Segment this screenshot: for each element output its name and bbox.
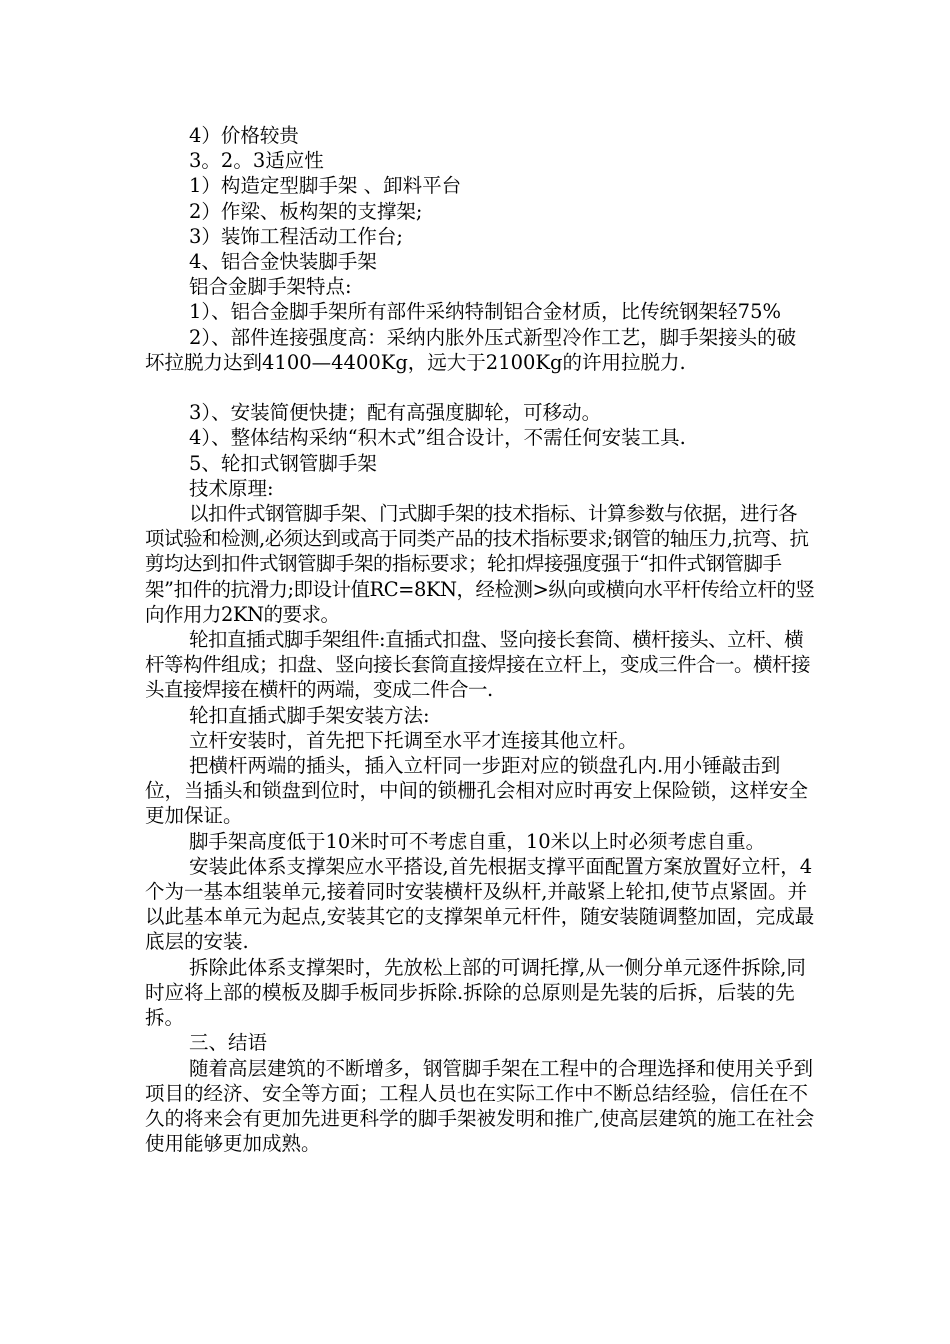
paragraph-10: 3）、安装简便快捷；配有高强度脚轮，可移动。 [189, 401, 602, 425]
paragraph-6: 4、铝合金快装脚手架 [189, 250, 377, 274]
paragraph-22: 三、结语 [189, 1031, 268, 1055]
paragraph-16: 轮扣直插式脚手架安装方法: [189, 703, 430, 727]
paragraph-14: 以扣件式钢管脚手架、门式脚手架的技术指标、计算参数与依据，进行各项试验和检测,必须达到或高于同类产品的技术指标要求;钢管的轴压力,抗弯、抗剪均达到扣件式钢管脚手架的指标要求；轮扣焊接强度强于“扣件式钢管脚手架”扣件的抗滑力;即设计值RC=8KN，经检测>纵向或横向水平杆传给立杆的竖向作用力2KN的要求。 [145, 502, 815, 626]
document-body [145, 123, 815, 1156]
paragraph-17: 立杆安装时，首先把下托调至水平才连接其他立杆。 [189, 728, 638, 752]
paragraph-3: 1）构造定型脚手架 、卸料平台 [189, 174, 462, 198]
paragraph-8: 1）、铝合金脚手架所有部件采纳特制铝合金材质，比传统钢架轻75% [189, 300, 781, 324]
paragraph-7: 铝合金脚手架特点: [189, 275, 352, 299]
paragraph-19: 脚手架高度低于10米时可不考虑自重，10米以上时必须考虑自重。 [189, 829, 766, 853]
paragraph-13: 技术原理: [189, 476, 274, 500]
paragraph-18: 把横杆两端的插头，插入立杆同一步距对应的锁盘孔内.用小锤敲击到位，当插头和锁盘到位时，中间的锁栅孔会相对应时再安上保险锁，这样安全更加保证。 [145, 754, 809, 828]
paragraph-21: 拆除此体系支撑架时，先放松上部的可调托撑,从一侧分单元逐件拆除,同时应将上部的模板及脚手板同步拆除.拆除的总原则是先装的后拆，后装的先拆。 [145, 955, 806, 1030]
paragraph-12: 5、轮扣式钢管脚手架 [189, 451, 377, 475]
paragraph-5: 3）装饰工程活动工作台; [189, 224, 403, 248]
paragraph-2: 3。2。3适应性 [189, 149, 324, 173]
paragraph-23: 随着高层建筑的不断增多，钢管脚手架在工程中的合理选择和使用关乎到项目的经济、安全等方面；工程人员也在实际工作中不断总结经验，信任在不久的将来会有更加先进更科学的脚手架被发明和推广,使高层建筑的施工在社会使用能够更加成熟。 [145, 1056, 815, 1156]
paragraph-9: 2）、部件连接强度高：采纳内胀外压式新型冷作工艺，脚手架接头的破坏拉脱力达到4100—4400Kg，远大于2100Kg的许用拉脱力. [145, 325, 797, 374]
paragraph-15: 轮扣直插式脚手架组件:直插式扣盘、竖向接长套筒、横杆接头、立杆、横杆等构件组成；扣盘、竖向接长套筒直接焊接在立杆上，变成三件合一。横杆接头直接焊接在横杆的两端，变成二件合一. [145, 628, 811, 702]
paragraph-11: 4）、整体结构采纳“积木式”组合设计，不需任何安装工具. [189, 426, 686, 450]
paragraph-20: 安装此体系支撑架应水平搭设,首先根据支撑平面配置方案放置好立杆，4个为一基本组装单元,接着同时安装横杆及纵杆,并敲紧上轮扣,使节点紧固。并以此基本单元为起点,安装其它的支撑架单元杆件，随安装随调整加固，完成最底层的安装. [145, 854, 815, 954]
blank-line [145, 375, 815, 400]
paragraph-4: 2）作梁、板构架的支撑架; [189, 199, 423, 223]
paragraph-1: 4）价格较贵 [189, 124, 299, 147]
